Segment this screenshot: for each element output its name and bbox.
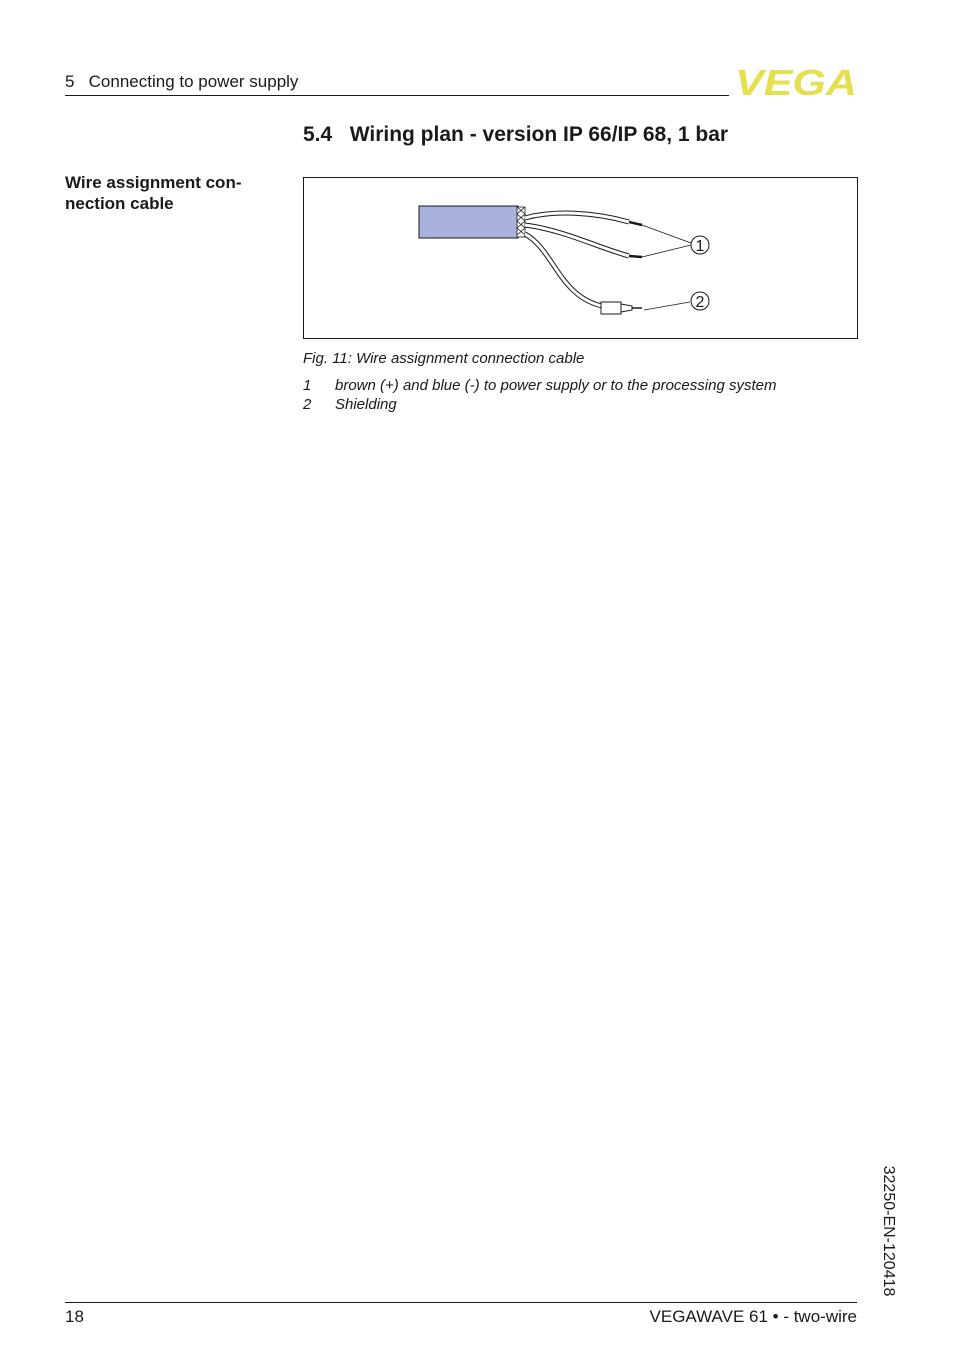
callout-1-label: 1 [695, 238, 705, 255]
callout-2-label: 2 [695, 294, 705, 311]
side-heading [65, 172, 275, 214]
cable-jacket [419, 206, 518, 238]
vega-logo [734, 66, 858, 98]
header-section-number: 5 [65, 72, 75, 91]
legend-text: brown (+) and blue (-) to power supply or to the processing system [335, 377, 777, 394]
callout-leaders [642, 225, 691, 310]
legend-text: Shielding [335, 396, 397, 413]
page-number: 18 [65, 1307, 84, 1326]
figure-caption: Fig. 11: Wire assignment connection cable [303, 350, 585, 367]
side-heading-line-2: nection cable [65, 194, 174, 213]
figure-legend [303, 376, 776, 414]
running-header [65, 72, 298, 92]
side-heading-line-1: Wire assignment con- [65, 173, 242, 192]
legend-number: 1 [303, 377, 312, 394]
legend-item [303, 376, 776, 395]
vega-logo-text: VEGA [735, 66, 857, 98]
wiring-figure [303, 177, 858, 339]
footer-divider [65, 1302, 857, 1303]
document-code-text: 32250-EN-120418 [880, 1165, 897, 1297]
legend-number: 2 [303, 396, 312, 413]
section-number: 5.4 [303, 123, 333, 146]
header-section-label: Connecting to power supply [88, 72, 299, 91]
section-title [303, 123, 728, 147]
section-heading: Wiring plan - version IP 66/IP 68, 1 bar [349, 123, 729, 146]
document-code [877, 1158, 899, 1304]
braided-shield [517, 207, 525, 237]
wire-ferrule [601, 302, 642, 314]
legend-item [303, 395, 776, 414]
footer-product: VEGAWAVE 61 • - two-wire [649, 1307, 857, 1326]
wiring-diagram [304, 178, 857, 338]
brown-wire [525, 213, 642, 225]
header-divider [65, 95, 729, 96]
